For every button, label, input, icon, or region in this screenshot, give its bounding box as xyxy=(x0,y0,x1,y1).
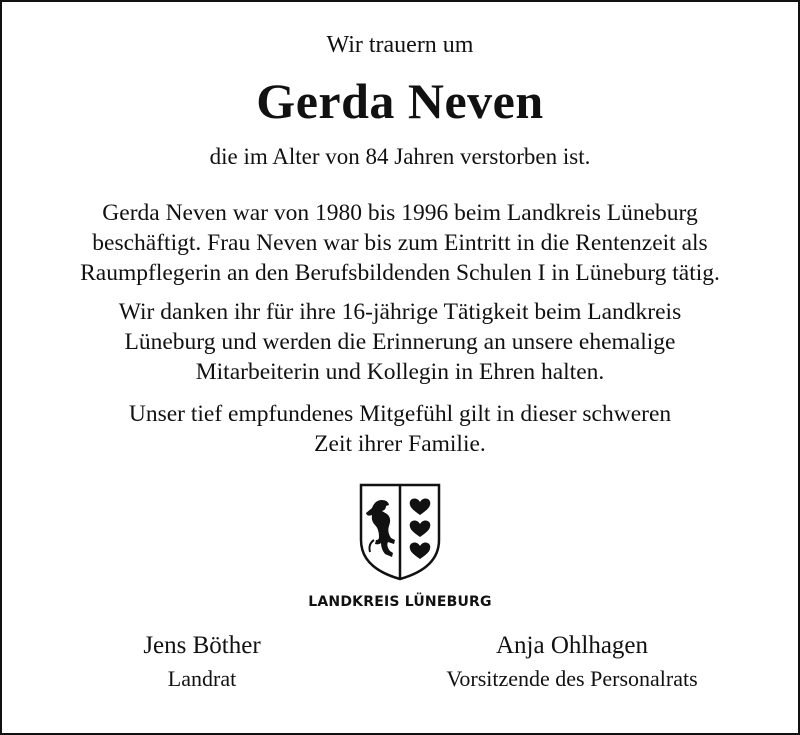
paragraph-line: Unser tief empfundenes Mitgefühl gilt in dieser schweren xyxy=(128,401,672,427)
paragraph-line: Mitarbeiterin und Kollegin in Ehren halten. xyxy=(195,359,605,385)
coat-of-arms-icon xyxy=(358,482,442,582)
signature-block xyxy=(82,632,322,692)
paragraph-line: Gerda Neven war von 1980 bis 1996 beim Landkreis Lüneburg xyxy=(102,200,698,226)
paragraph-line: Wir danken ihr für ihre 16-jährige Tätigkeit beim Landkreis xyxy=(118,299,682,325)
deceased-name: Gerda Neven xyxy=(256,73,544,129)
paragraph-line: Zeit ihrer Familie. xyxy=(314,431,486,457)
signatory-name: Jens Böther xyxy=(143,632,261,659)
paragraph-condolence xyxy=(2,399,798,459)
paragraph-line: Raumpflegerin an den Berufsbildenden Schulen I in Lüneburg tätig. xyxy=(80,260,720,286)
intro-text: Wir trauern um xyxy=(326,32,474,58)
signatory-role: Landrat xyxy=(167,666,237,691)
paragraph-employment xyxy=(2,198,798,288)
paragraph-line: beschäftigt. Frau Neven war bis zum Eintritt in die Rentenzeit als xyxy=(92,230,708,256)
organization-label: LANDKREIS LÜNEBURG xyxy=(308,594,492,610)
signatory-role: Vorsitzende des Personalrats xyxy=(446,666,698,691)
signature-block xyxy=(402,632,742,692)
paragraph-line: Lüneburg und werden die Erinnerung an unsere ehemalige xyxy=(124,329,676,355)
age-line: die im Alter von 84 Jahren verstorben ist. xyxy=(209,144,591,169)
signatory-name: Anja Ohlhagen xyxy=(495,632,649,659)
paragraph-thanks xyxy=(2,297,798,387)
